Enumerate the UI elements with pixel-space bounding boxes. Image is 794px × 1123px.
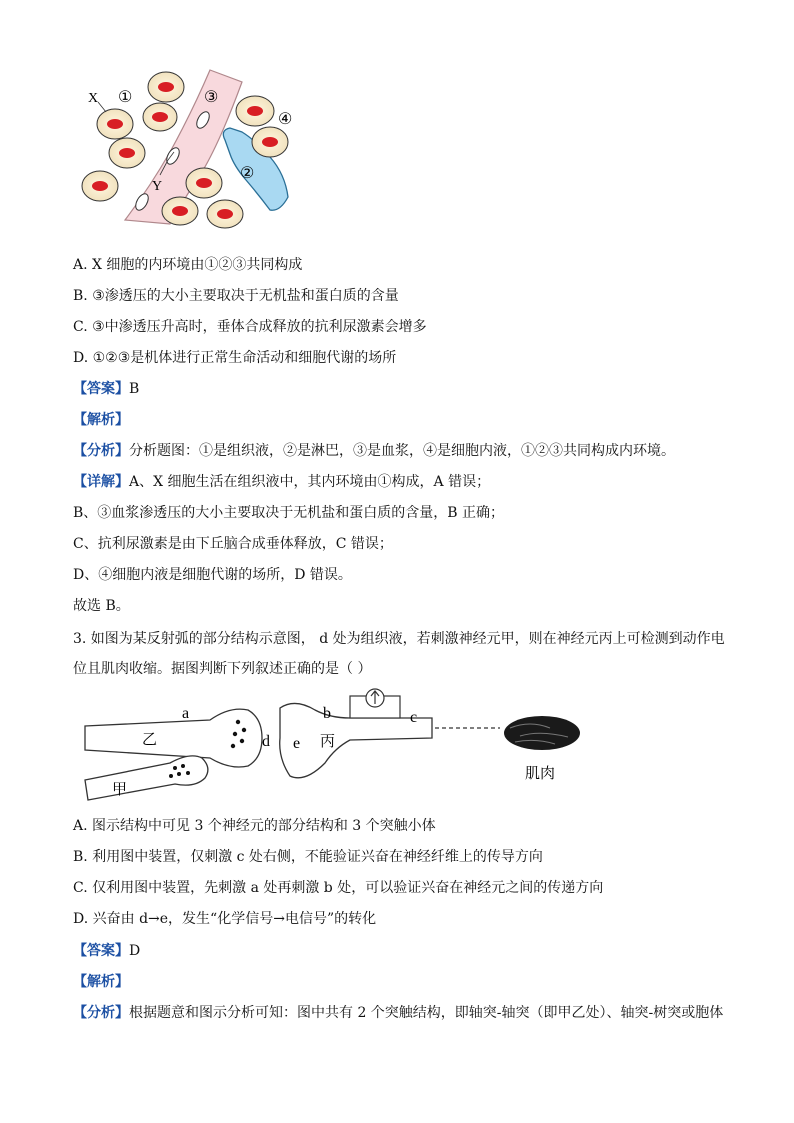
label-2: ②	[240, 165, 255, 182]
label-yi: 乙	[142, 732, 158, 748]
label-muscle: 肌肉	[525, 766, 556, 782]
q3-option-d: D. 兴奋由 d→e，发生“化学信号→电信号”的转化	[73, 911, 377, 927]
q2-option-d: D. ①②③是机体进行正常生命活动和细胞代谢的场所	[73, 350, 397, 366]
q3-fenxi: 【分析】根据题意和图示分析可知：图中共有 2 个突触结构，即轴突-轴突（即甲乙处）、轴突-树突或胞体	[73, 1005, 724, 1021]
answer-value: B	[129, 381, 140, 397]
q2-fenxi: 【分析】分析题图：①是组织液，②是淋巴，③是血浆，④是细胞内液，①②③共同构成内环境。	[73, 443, 675, 459]
q2-option-b: B. ③渗透压的大小主要取决于无机盐和蛋白质的含量	[73, 288, 399, 304]
reflex-arc-diagram	[80, 688, 580, 803]
label-1: ①	[118, 89, 133, 106]
answer-tag: 【答案】	[73, 381, 129, 397]
label-x: X	[88, 91, 99, 106]
label-3: ③	[204, 89, 219, 106]
q3-stem-line2: 位且肌肉收缩。据图判断下列叙述正确的是（ ）	[73, 661, 372, 677]
q2-conclusion: 故选 B。	[73, 598, 130, 614]
neuron-yi	[85, 709, 262, 767]
label-c: c	[410, 709, 418, 726]
q2-detail-d: D、④细胞内液是细胞代谢的场所，D 错误。	[73, 567, 352, 583]
label-4: ④	[278, 111, 293, 128]
q3-option-b: B. 利用图中装置，仅刺激 c 处右侧，不能验证兴奋在神经纤维上的传导方向	[73, 849, 543, 865]
q2-analysis-tag: 【解析】	[73, 412, 129, 428]
label-jia: 甲	[112, 782, 128, 798]
label-e: e	[293, 735, 301, 752]
tissue-fluid-diagram	[70, 62, 310, 232]
label-bing: 丙	[320, 734, 336, 750]
q2-option-a: A. X 细胞的内环境由①②③共同构成	[73, 257, 303, 273]
q2-option-c: C. ③中渗透压升高时，垂体合成释放的抗利尿激素会增多	[73, 319, 427, 335]
q2-detail-c: C、抗利尿激素是由下丘脑合成垂体释放，C 错误；	[73, 536, 393, 552]
q2-detail-b: B、③血浆渗透压的大小主要取决于无机盐和蛋白质的含量，B 正确；	[73, 505, 505, 521]
q3-option-c: C. 仅利用图中装置，先刺激 a 处再刺激 b 处，可以验证兴奋在神经元之间的传递方向	[73, 880, 604, 896]
q2-detail-a: 【详解】A、X 细胞生活在组织液中，其内环境由①构成，A 错误；	[73, 474, 491, 490]
label-y: Y	[152, 179, 163, 194]
q3-stem-line1: 3. 如图为某反射弧的部分结构示意图， d 处为组织液，若刺激神经元甲，则在神经元丙上可检测到动作电	[73, 631, 725, 647]
q3-answer: 【答案】D	[73, 943, 141, 959]
label-d: d	[262, 733, 270, 750]
label-b: b	[323, 705, 331, 722]
q2-answer	[73, 380, 139, 398]
q3-analysis-tag: 【解析】	[73, 974, 129, 990]
muscle-icon	[504, 716, 580, 750]
label-a: a	[182, 705, 190, 722]
neuron-jia	[85, 756, 208, 800]
q3-option-a: A. 图示结构中可见 3 个神经元的部分结构和 3 个突触小体	[73, 818, 436, 834]
